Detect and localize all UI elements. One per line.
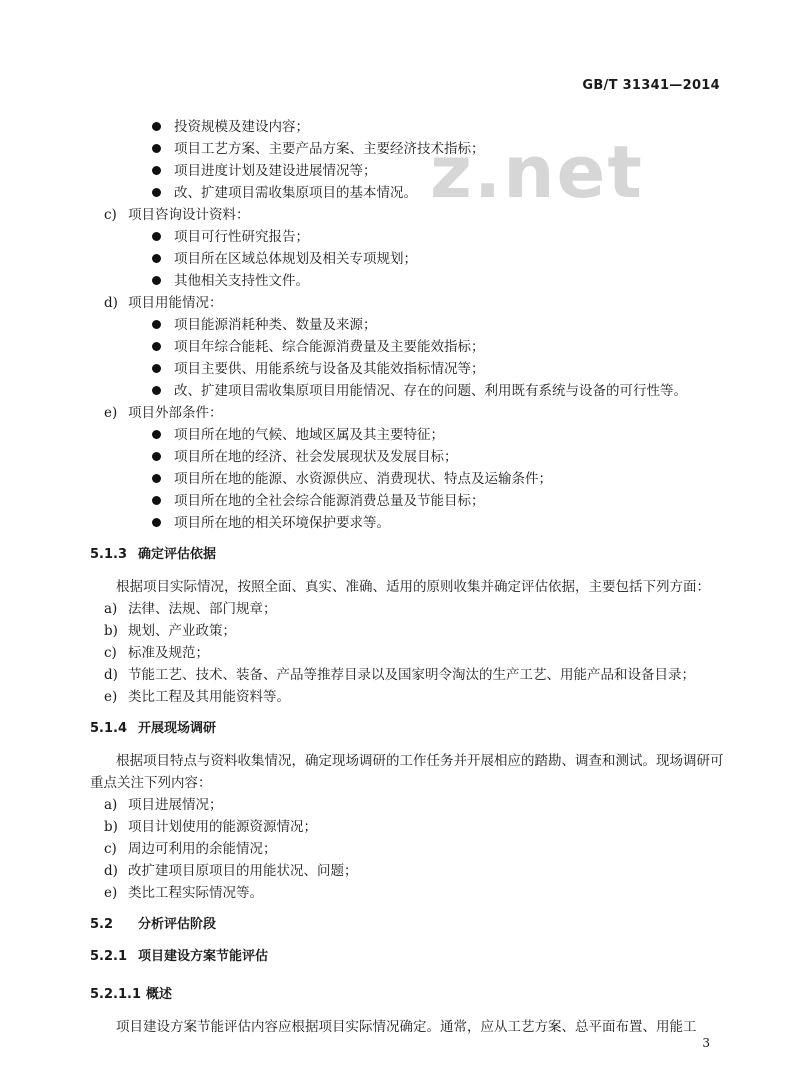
- bullet-icon: [152, 430, 161, 439]
- list-item: 项目能源消耗种类、数量及来源；: [90, 314, 730, 336]
- bullet-icon: [152, 452, 161, 461]
- list-item: 项目所在地的气候、地域区属及其主要特征；: [90, 424, 730, 446]
- section-heading-5-1-4: 5.1.4 开展现场调研: [90, 721, 217, 736]
- list-item-c: c) 项目咨询设计资料：: [104, 207, 250, 223]
- list-item: 项目所在地的相关环境保护要求等。: [90, 512, 730, 534]
- bullet-icon: [152, 188, 161, 197]
- paragraph: 根据项目实际情况，按照全面、真实、准确、适用的原则收集并确定评估依据，主要包括下列方面：: [116, 579, 710, 595]
- paragraph: 根据项目特点与资料收集情况，确定现场调研的工作任务并开展相应的踏勘、调查和测试。现场调研可重点关注下列内容：: [90, 753, 724, 791]
- standard-number-header: GB/T 31341—2014: [582, 78, 720, 93]
- list-item: d) 改扩建项目原项目的用能状况、问题；: [104, 863, 358, 879]
- list-item: b) 规划、产业政策；: [104, 623, 236, 639]
- list-item: a) 项目进展情况；: [104, 797, 223, 813]
- bullet-icon: [152, 166, 161, 175]
- bullet-icon: [152, 144, 161, 153]
- page-number: 3: [702, 1036, 710, 1050]
- list-item: 项目所在地的能源、水资源供应、消费现状、特点及运输条件；: [90, 468, 730, 490]
- list-item: e) 类比工程实际情况等。: [104, 885, 263, 901]
- bullet-icon: [152, 496, 161, 505]
- bullet-icon: [152, 518, 161, 527]
- section-heading-5-2-1-1: 5.2.1.1 概述: [90, 987, 173, 1002]
- list-item: 改、扩建项目需收集原项目用能情况、存在的问题、利用既有系统与设备的可行性等。: [90, 380, 730, 402]
- list-item: 投资规模及建设内容；: [90, 116, 730, 138]
- list-item: a) 法律、法规、部门规章；: [104, 601, 277, 617]
- bullet-list-c: [90, 226, 730, 292]
- list-item: 项目所在地的全社会综合能源消费总量及节能目标；: [90, 490, 730, 512]
- paragraph: 项目建设方案节能评估内容应根据项目实际情况确定。通常，应从工艺方案、总平面布置、用能工: [116, 1019, 697, 1035]
- list-item: b) 项目计划使用的能源资源情况；: [104, 819, 317, 835]
- bullet-list-e: [90, 424, 730, 534]
- bullet-icon: [152, 276, 161, 285]
- bullet-icon: [152, 320, 161, 329]
- bullet-icon: [152, 364, 161, 373]
- section-heading-5-2-1: 5.2.1 项目建设方案节能评估: [90, 949, 269, 964]
- list-item: 改、扩建项目需收集原项目的基本情况。: [90, 182, 730, 204]
- list-item: e) 类比工程及其用能资料等。: [104, 689, 290, 705]
- list-item-e: e) 项目外部条件：: [104, 405, 223, 421]
- bullet-icon: [152, 232, 161, 241]
- list-item: c) 周边可利用的余能情况；: [104, 841, 277, 857]
- list-item: 项目工艺方案、主要产品方案、主要经济技术指标；: [90, 138, 730, 160]
- bullet-list-d: [90, 314, 730, 402]
- bullet-icon: [152, 386, 161, 395]
- page-content: [90, 116, 730, 1038]
- list-item: 其他相关支持性文件。: [90, 270, 730, 292]
- bullet-icon: [152, 122, 161, 131]
- list-item: 项目所在区域总体规划及相关专项规划；: [90, 248, 730, 270]
- list-item: 项目年综合能耗、综合能源消费量及主要能效指标；: [90, 336, 730, 358]
- bullet-icon: [152, 474, 161, 483]
- section-heading-5-2: 5.2 分析评估阶段: [90, 917, 217, 932]
- list-item-d: d) 项目用能情况：: [104, 295, 223, 311]
- list-item: 项目可行性研究报告；: [90, 226, 730, 248]
- list-item: d) 节能工艺、技术、装备、产品等推荐目录以及国家明令淘汰的生产工艺、用能产品和设备目录；: [104, 667, 695, 683]
- list-item: 项目进度计划及建设进展情况等；: [90, 160, 730, 182]
- watermark: z.net: [430, 130, 644, 214]
- bullet-list-b-tail: [90, 116, 730, 204]
- section-heading-5-1-3: 5.1.3 确定评估依据: [90, 547, 217, 562]
- bullet-icon: [152, 342, 161, 351]
- list-item: c) 标准及规范；: [104, 645, 209, 661]
- bullet-icon: [152, 254, 161, 263]
- list-item: 项目所在地的经济、社会发展现状及发展目标；: [90, 446, 730, 468]
- list-item: 项目主要供、用能系统与设备及其能效指标情况等；: [90, 358, 730, 380]
